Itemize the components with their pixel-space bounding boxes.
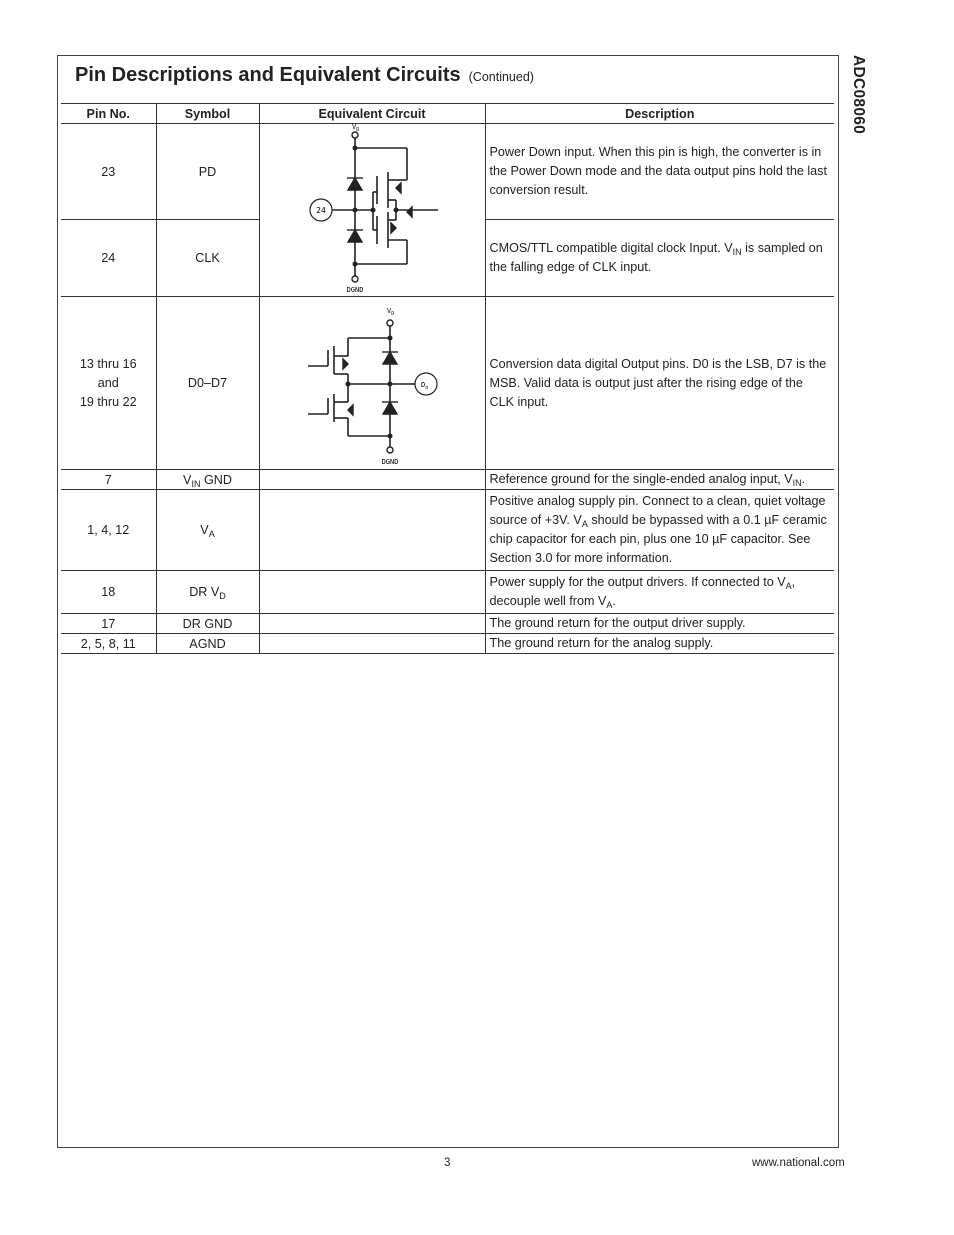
circuit1-vd-label: $V_D$ — [351, 124, 359, 133]
circuit2-output-label: $D_n$ — [420, 381, 428, 391]
pin-number: 7 — [61, 470, 156, 490]
digital-output-circuit-diagram — [260, 298, 486, 468]
empty-circuit-cell — [259, 490, 485, 571]
table-row — [61, 490, 834, 571]
circuit2-vd-label: $V_D$ — [386, 307, 394, 317]
pin-table — [61, 103, 834, 654]
page-number: 3 — [444, 1157, 451, 1169]
pin-description: Reference ground for the single-ended analog input, $V_{IN}$. — [485, 470, 834, 490]
pin-number: 17 — [61, 614, 156, 634]
continued-label: (Continued) — [468, 70, 534, 84]
footer-url: www.national.com — [752, 1157, 845, 1169]
circuit2-gnd-label: DGND — [381, 458, 398, 466]
pin-description: Power supply for the output drivers. If connected to $V_A$, decouple well from $V_A$. — [485, 571, 834, 614]
equivalent-circuit-cell — [259, 297, 485, 470]
table-row — [61, 571, 834, 614]
header-equivalent-circuit: Equivalent Circuit — [259, 104, 485, 124]
pin-symbol: AGND — [156, 634, 259, 654]
table-header-row — [61, 104, 834, 124]
clock-input-circuit-diagram — [260, 124, 486, 296]
pin-number: 1, 4, 12 — [61, 490, 156, 571]
pin-number: 13 thru 16 and 19 thru 22 — [61, 297, 156, 470]
pin-symbol: DR GND — [156, 614, 259, 634]
pin-number: 18 — [61, 571, 156, 614]
table-row — [61, 470, 834, 490]
pin-symbol: $V_{IN}$ GND — [156, 470, 259, 490]
pin-description: The ground return for the output driver supply. — [485, 614, 834, 634]
dn-output-terminal — [415, 373, 437, 395]
header-symbol: Symbol — [156, 104, 259, 124]
table-row — [61, 634, 834, 654]
pin-symbol: CLK — [156, 220, 259, 297]
circuit1-pin-label: 24 — [315, 206, 326, 215]
pin-symbol: PD — [156, 124, 259, 220]
header-pin-no: Pin No. — [61, 104, 156, 124]
pin-symbol: DR $V_D$ — [156, 571, 259, 614]
pin-description: Conversion data digital Output pins. D0 is the LSB, D7 is the MSB. Valid data is output just after the rising edge of the CLK input. — [485, 297, 834, 470]
table-row — [61, 614, 834, 634]
circuit1-gnd-label: DGND — [346, 286, 363, 294]
pin-number: 23 — [61, 124, 156, 220]
empty-circuit-cell — [259, 614, 485, 634]
pin-number: 2, 5, 8, 11 — [61, 634, 156, 654]
header-description: Description — [485, 104, 834, 124]
pin-symbol: D0–D7 — [156, 297, 259, 470]
table-row — [61, 297, 834, 470]
section-heading — [75, 64, 534, 87]
empty-circuit-cell — [259, 571, 485, 614]
equivalent-circuit-cell — [259, 124, 485, 297]
table-row — [61, 124, 834, 220]
pin-symbol: $V_A$ — [156, 490, 259, 571]
pin-description: The ground return for the analog supply. — [485, 634, 834, 654]
part-number: ADC08060 — [850, 55, 867, 135]
pin-number: 24 — [61, 220, 156, 297]
pin-description: CMOS/TTL compatible digital clock Input. $V_{IN}$ is sampled on the falling edge of CLK input. — [485, 220, 834, 297]
empty-circuit-cell — [259, 634, 485, 654]
pin-description: Power Down input. When this pin is high, the converter is in the Power Down mode and the data output pins hold the last conversion result. — [485, 124, 834, 220]
empty-circuit-cell — [259, 470, 485, 490]
page-title: Pin Descriptions and Equivalent Circuits — [75, 64, 461, 86]
pin-description: Positive analog supply pin. Connect to a clean, quiet voltage source of +3V. $V_A$ should be bypassed with a 0.1 µF ceramic chip capacitor for each pin, plus one 10 µF capacitor. See Section 3.0 for more information. — [485, 490, 834, 571]
